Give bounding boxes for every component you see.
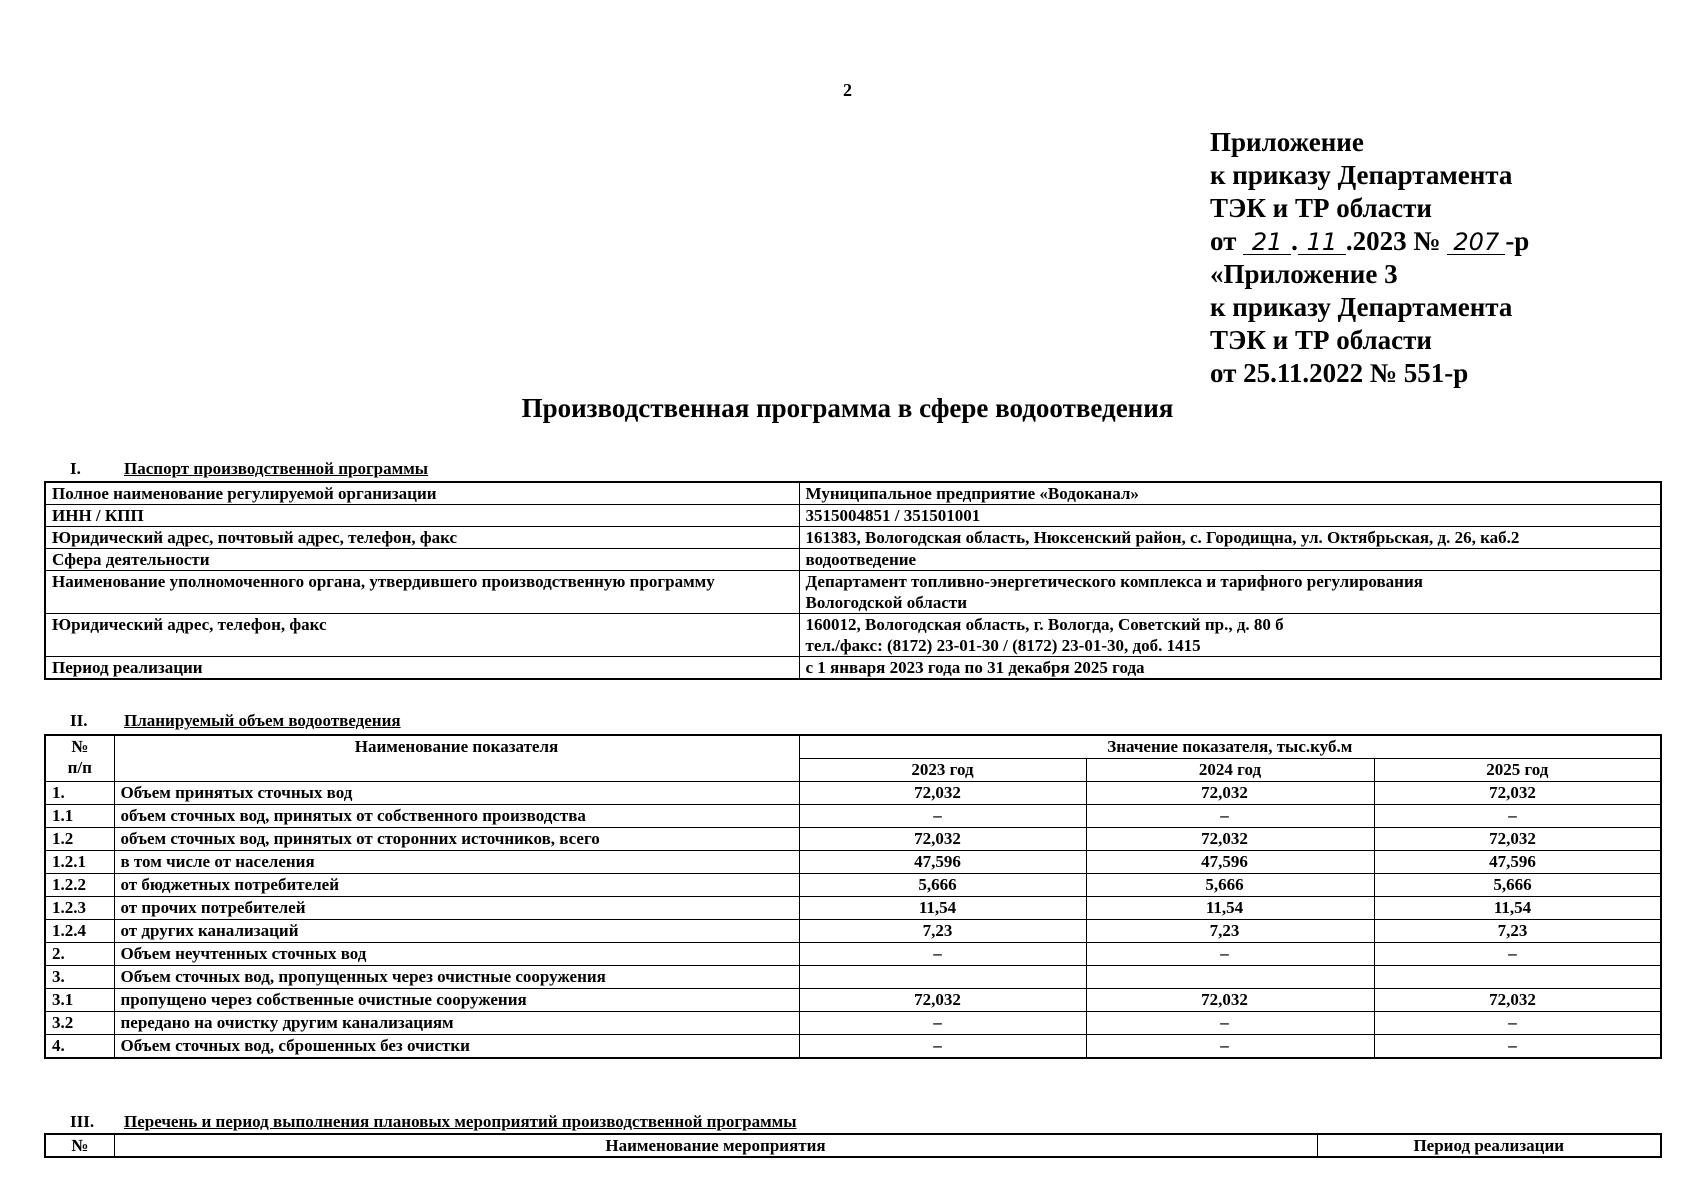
row-label: Наименование уполномоченного органа, утвердившего производственную программу [45, 571, 799, 614]
measures-table [44, 1133, 1662, 1158]
table-row [45, 549, 1661, 571]
table-row [45, 571, 1661, 614]
row-value-year-2 [1086, 920, 1374, 943]
table-row [45, 1012, 1661, 1035]
value-text: 72,032 [914, 783, 961, 802]
table-row [45, 989, 1661, 1012]
order-date-line: от 21 . 11 .2023 № 207 -р [1210, 226, 1530, 256]
table-row [45, 1035, 1661, 1059]
table-row [45, 897, 1661, 920]
value-text: 11,54 [1493, 898, 1532, 917]
row-value-year-3 [1374, 805, 1661, 828]
column-header-name: Наименование показателя [114, 735, 799, 782]
table-row [45, 782, 1661, 805]
row-value-year-1 [799, 943, 1086, 966]
passport-table [44, 481, 1662, 680]
value-text: – [1220, 944, 1229, 963]
page-number: 2 [843, 80, 852, 100]
row-value: водоотведение [799, 549, 1661, 571]
value-text: – [1220, 1036, 1229, 1055]
volume-table [44, 734, 1662, 1059]
column-header-value: Значение показателя, тыс.куб.м [799, 735, 1661, 759]
row-number: 1.2.3 [45, 897, 114, 920]
value-text: 72,032 [914, 829, 961, 848]
row-value-line: Вологодской области [805, 593, 968, 612]
row-value-year-2 [1086, 851, 1374, 874]
row-value-year-3 [1374, 1035, 1661, 1059]
row-number: 3. [45, 966, 114, 989]
table-row [45, 805, 1661, 828]
order-suffix: -р [1505, 226, 1530, 256]
appendix-line: ТЭК и ТР области [1210, 325, 1432, 355]
row-value-year-2 [1086, 805, 1374, 828]
appendix-line: Приложение [1210, 127, 1364, 157]
value-text: 11,54 [1205, 898, 1244, 917]
row-value-year-2 [1086, 897, 1374, 920]
row-name: пропущено через собственные очистные сооружения [114, 989, 799, 1012]
section-number: III. [70, 1112, 95, 1131]
value-text: 47,596 [914, 852, 961, 871]
row-label: Юридический адрес, почтовый адрес, телефон, факс [45, 527, 799, 549]
value-text: – [1220, 1013, 1229, 1032]
header-row [45, 735, 1661, 759]
table-row [45, 482, 1661, 505]
row-value-year-1 [799, 1035, 1086, 1059]
value-text: 47,596 [1489, 852, 1536, 871]
section-title: Перечень и период выполнения плановых мероприятий производственной программы [124, 1112, 797, 1131]
row-value-year-3 [1374, 828, 1661, 851]
section-title: Паспорт производственной программы [124, 459, 429, 478]
table-row [45, 943, 1661, 966]
value-text: 5,666 [1493, 875, 1532, 894]
table-row [45, 614, 1661, 657]
row-value-year-1 [799, 874, 1086, 897]
row-value [799, 614, 1661, 657]
value-text: – [1508, 944, 1517, 963]
row-name: от других канализаций [114, 920, 799, 943]
row-label: Полное наименование регулируемой организации [45, 482, 799, 505]
value-text: 7,23 [922, 921, 953, 940]
section-1-heading [70, 459, 428, 479]
row-label: Период реализации [45, 657, 799, 680]
value-text: – [933, 1013, 942, 1032]
row-value-year-3 [1374, 1012, 1661, 1035]
value-text: – [1508, 1036, 1517, 1055]
handwritten-month: 11 [1298, 230, 1346, 255]
handwritten-order-number: 207 [1447, 230, 1505, 255]
row-number: 1.2.1 [45, 851, 114, 874]
row-value-year-2 [1086, 1012, 1374, 1035]
column-header-number: № [45, 1134, 114, 1157]
row-number: 3.2 [45, 1012, 114, 1035]
row-value-year-2 [1086, 828, 1374, 851]
page-title: Производственная программа в сфере водоотведения [521, 393, 1174, 423]
row-number: 1.2 [45, 828, 114, 851]
row-value-year-3 [1374, 943, 1661, 966]
value-text: – [933, 1036, 942, 1055]
row-value-year-3 [1374, 851, 1661, 874]
section-title: Планируемый объем водоотведения [124, 711, 401, 730]
row-name: от прочих потребителей [114, 897, 799, 920]
row-name: объем сточных вод, принятых от сторонних источников, всего [114, 828, 799, 851]
appendix-line: к приказу Департамента [1210, 160, 1513, 190]
table-row [45, 527, 1661, 549]
row-value-line: Департамент топливно-энергетического комплекса и тарифного регулирования [805, 572, 1423, 591]
value-text: 72,032 [1489, 990, 1536, 1009]
order-prefix: от [1210, 226, 1237, 256]
appendix-block [1210, 126, 1529, 390]
row-value [799, 571, 1661, 614]
value-text: 72,032 [1201, 990, 1248, 1009]
row-value: 3515004851 / 351501001 [799, 505, 1661, 527]
row-value-year-3 [1374, 874, 1661, 897]
row-value-year-1 [799, 897, 1086, 920]
value-text: – [1508, 806, 1517, 825]
order-year: .2023 № [1345, 226, 1441, 256]
row-label: ИНН / КПП [45, 505, 799, 527]
row-value-year-1 [799, 805, 1086, 828]
row-value-year-1 [799, 966, 1086, 989]
table-row [45, 966, 1661, 989]
value-text: 72,032 [1201, 829, 1248, 848]
appendix-line: «Приложение 3 [1210, 259, 1398, 289]
row-value-year-3 [1374, 966, 1661, 989]
row-name: Объем сточных вод, пропущенных через очистные сооружения [114, 966, 799, 989]
table-row [45, 874, 1661, 897]
row-value-year-2 [1086, 966, 1374, 989]
row-number: 3.1 [45, 989, 114, 1012]
appendix-line: к приказу Департамента [1210, 292, 1513, 322]
column-header-measure: Наименование мероприятия [114, 1134, 1317, 1157]
appendix-line: ТЭК и ТР области [1210, 193, 1432, 223]
column-header-year: 2024 год [1086, 759, 1374, 782]
row-label: Юридический адрес, телефон, факс [45, 614, 799, 657]
row-number: 2. [45, 943, 114, 966]
value-text: 47,596 [1201, 852, 1248, 871]
column-header-number: № п/п [45, 735, 114, 782]
row-name: Объем принятых сточных вод [114, 782, 799, 805]
row-number: 1.2.2 [45, 874, 114, 897]
table-row [45, 828, 1661, 851]
value-text: 72,032 [1201, 783, 1248, 802]
row-value-year-3 [1374, 897, 1661, 920]
handwritten-day: 21 [1243, 230, 1291, 255]
row-value-year-2 [1086, 874, 1374, 897]
value-text: 72,032 [1489, 783, 1536, 802]
header-row [45, 1134, 1661, 1157]
table-row [45, 657, 1661, 680]
row-value: 161383, Вологодская область, Нюксенский район, с. Городищна, ул. Октябрьская, д. 26, каб.2 [799, 527, 1661, 549]
row-value-year-2 [1086, 989, 1374, 1012]
value-text: 11,54 [918, 898, 957, 917]
row-value-year-2 [1086, 943, 1374, 966]
row-number: 1. [45, 782, 114, 805]
table-row [45, 505, 1661, 527]
row-name: передано на очистку другим канализациям [114, 1012, 799, 1035]
row-number: 1.2.4 [45, 920, 114, 943]
value-text: 72,032 [1489, 829, 1536, 848]
row-value-line: 160012, Вологодская область, г. Вологда, Советский пр., д. 80 б [805, 615, 1284, 634]
section-3-heading [70, 1112, 797, 1132]
section-2-heading [70, 711, 401, 731]
row-value-year-1 [799, 989, 1086, 1012]
table-row [45, 851, 1661, 874]
row-name: объем сточных вод, принятых от собственного производства [114, 805, 799, 828]
section-number: II. [70, 711, 88, 730]
value-text: 5,666 [918, 875, 957, 894]
row-value-year-1 [799, 920, 1086, 943]
table-row [45, 920, 1661, 943]
column-header-period: Период реализации [1317, 1134, 1661, 1157]
value-text: 72,032 [914, 990, 961, 1009]
row-value-year-2 [1086, 782, 1374, 805]
value-text: – [933, 944, 942, 963]
row-value-year-3 [1374, 782, 1661, 805]
row-value-year-1 [799, 851, 1086, 874]
row-name: Объем сточных вод, сброшенных без очистки [114, 1035, 799, 1059]
row-value: с 1 января 2023 года по 31 декабря 2025 года [799, 657, 1661, 680]
value-text: 5,666 [1205, 875, 1244, 894]
row-name: от бюджетных потребителей [114, 874, 799, 897]
section-number: I. [70, 459, 81, 478]
row-value-line: тел./факс: (8172) 23-01-30 / (8172) 23-01-30, доб. 1415 [805, 636, 1201, 655]
value-text: 7,23 [1497, 921, 1528, 940]
column-header-year: 2025 год [1374, 759, 1661, 782]
row-value: Муниципальное предприятие «Водоканал» [799, 482, 1661, 505]
row-value-year-1 [799, 782, 1086, 805]
row-value-year-2 [1086, 1035, 1374, 1059]
value-text: – [933, 806, 942, 825]
value-text: – [1508, 1013, 1517, 1032]
row-value-year-1 [799, 828, 1086, 851]
row-name: Объем неучтенных сточных вод [114, 943, 799, 966]
row-number: 1.1 [45, 805, 114, 828]
column-header-year: 2023 год [799, 759, 1086, 782]
value-text: – [1220, 806, 1229, 825]
row-number: 4. [45, 1035, 114, 1059]
row-label: Сфера деятельности [45, 549, 799, 571]
row-name: в том числе от населения [114, 851, 799, 874]
row-value-year-3 [1374, 920, 1661, 943]
row-value-year-3 [1374, 989, 1661, 1012]
value-text: 7,23 [1209, 921, 1240, 940]
appendix-line: от 25.11.2022 № 551-р [1210, 358, 1469, 388]
row-value-year-1 [799, 1012, 1086, 1035]
